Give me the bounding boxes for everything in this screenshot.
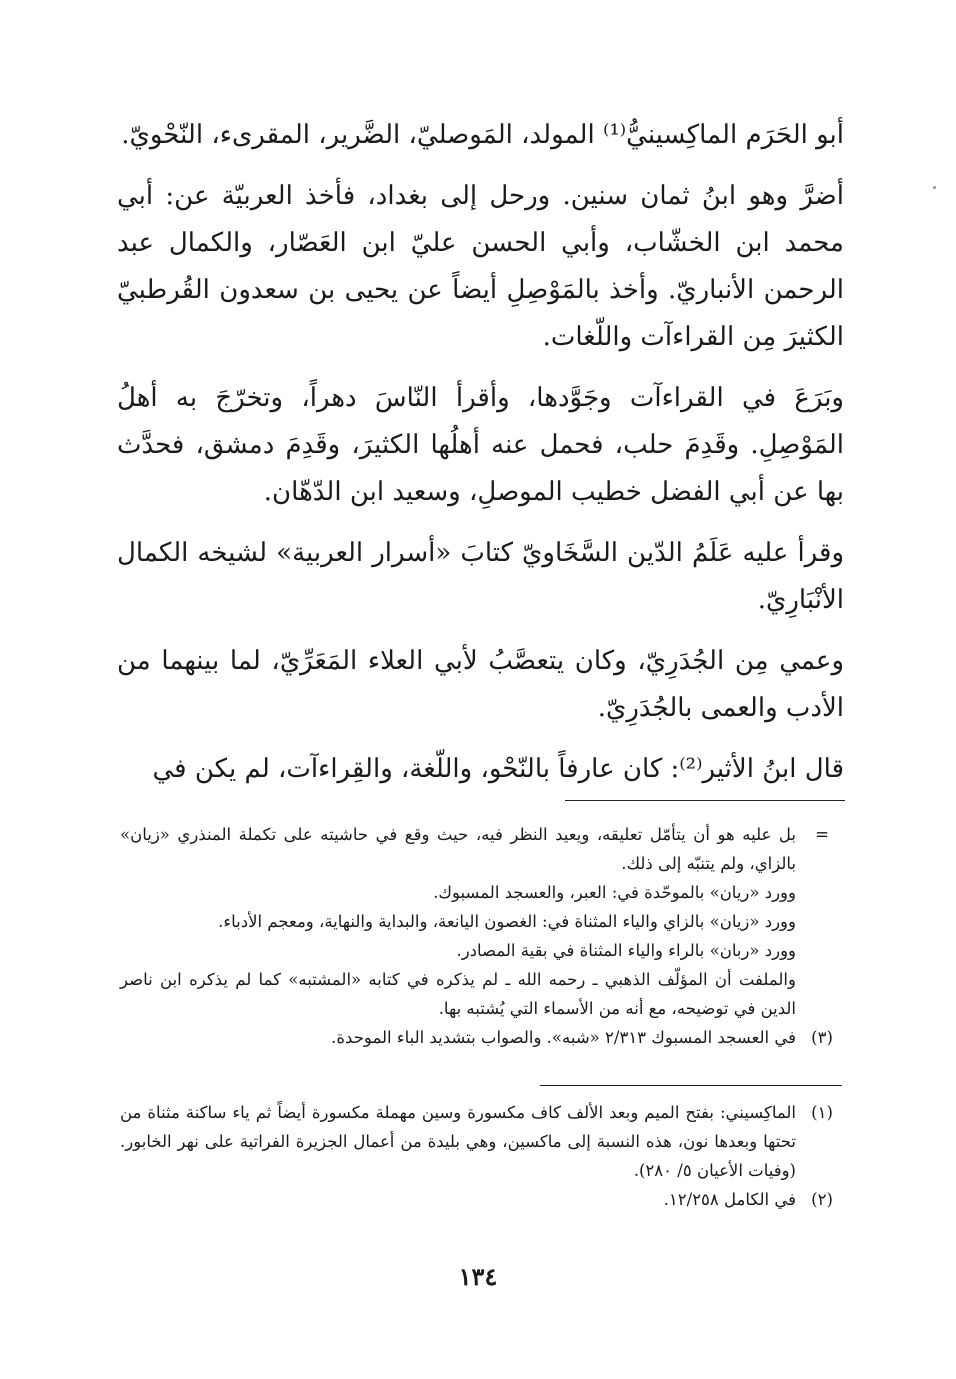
footnote-text: وورد «ربان» بالراء والياء المثناة في بقية المصادر. [456,941,796,960]
paragraph-students: وقرأ عليه عَلَمُ الدّين السَّخَاويّ كتابَ «أسرار العربية» لشيخه الكمال الأنْبَارِيّ. [117,538,844,615]
footnote-continued-item [120,878,848,907]
footnote-text: الماكِسيني: بفتح الميم وبعد الألف كاف مكسورة وسين مهملة مكسورة أيضاً ثم ياء ساكنة مثناة من تحتها وبعدها نون، هذه النسبة إلى ماكسين، وهي بليدة من أعمال الجزيرة الفراتية على نهر الخابور. (وفيات الأعيان ٥/ ٢٨٠). [120,1103,796,1180]
footnote-marker [796,878,848,907]
footnote-continued-item [120,907,848,936]
paragraph-ibn-athir: قال ابنُ الأثير⁽²⁾: كان عارفاً بالنّحْو، واللّغة، والقِراءآت، لم يكن في [152,754,844,784]
footnote-continued-item [120,1023,848,1052]
footnote-text: في العسجد المسبوك ٢/٣١٣ «شبه». والصواب بتشديد الباء الموحدة. [331,1028,796,1047]
footnote-marker [796,936,848,965]
footnote-separator-top [565,800,845,801]
paragraph-blindness: وعمي مِن الجُدَرِيّ، وكان يتعصَّبُ لأبي العلاء المَعَرِّيّ، لما بينهما من الأدب والعمى بالجُدَرِيّ. [117,646,844,723]
paragraph-teachers: أضرَّ وهو ابنُ ثمان سنين. ورحل إلى بغداد، فأخذ العربيّة عن: أبي محمد ابن الخشّاب، وأبي الحسن عليّ ابن العَصّار، والكمال عبد الرحمن الأنباريّ. وأخذ بالمَوْصِلِ أيضاً عن يحيى بن سعدون القُرطبيّ الكثيرَ مِن القراءآت واللّغات. [117,181,844,352]
footnote-item [120,1098,848,1185]
footnote-text: والملفت أن المؤلّف الذهبي ـ رحمه الله ـ لم يذكره في كتابه «المشتبه» كما لم يذكره ابن ناصر الدين في توضيحه، مع أنه من الأسماء التي يُشتبه بها. [120,970,796,1018]
footnote-text: بل عليه هو أن يتأمّل تعليقه، ويعيد النظر فيه، حيث وقع في حاشيته على تكملة المنذري «زيان» بالزاي، ولم يتنبّه إلى ذلك. [120,825,796,873]
footnote-continued-item [120,936,848,965]
footnote-text: وورد «ريان» بالموحّدة في: العبر، والعسجد المسبوك. [433,883,796,902]
main-text [117,112,844,807]
footnote-marker: (٢) [811,1190,833,1209]
footnote-marker: (٣) [811,1028,833,1047]
paragraph-intro: أبو الحَرَم الماكِسينيُّ⁽¹⁾ المولد، المَوصليّ، الضَّرير، المقرىء، النّحْويّ. [121,120,844,150]
footnotes [120,1098,848,1214]
margin-mark [933,186,936,189]
footnote-continued-item [120,820,848,878]
paragraph-excellence: وبَرَعَ في القراءآت وجَوَّدها، وأقرأ النّاسَ دهراً، وتخرّجَ به أهلُ المَوْصِلِ. وقَدِمَ حلب، فحمل عنه أهلُها الكثيرَ، وقَدِمَ دمشق، فحدَّث بها عن أبي الفضل خطيب الموصلِ، وسعيد ابن الدّهّان. [117,383,844,507]
footnote-item [120,1185,848,1214]
page-number: ١٣٤ [458,1262,498,1291]
footnote-marker [796,907,848,936]
footnotes-continued [120,820,848,1052]
footnote-marker: (١) [811,1103,833,1122]
footnote-marker [796,965,848,1023]
footnote-text: وورد «زيان» بالزاي والياء المثناة في: الغصون اليانعة، والبداية والنهاية، ومعجم الأدباء. [218,912,796,931]
footnote-continued-item [120,965,848,1023]
footnote-text: في الكامل ١٢/٢٥٨. [663,1190,796,1209]
footnote-marker: = [815,825,829,844]
footnote-separator-bottom [540,1085,842,1086]
